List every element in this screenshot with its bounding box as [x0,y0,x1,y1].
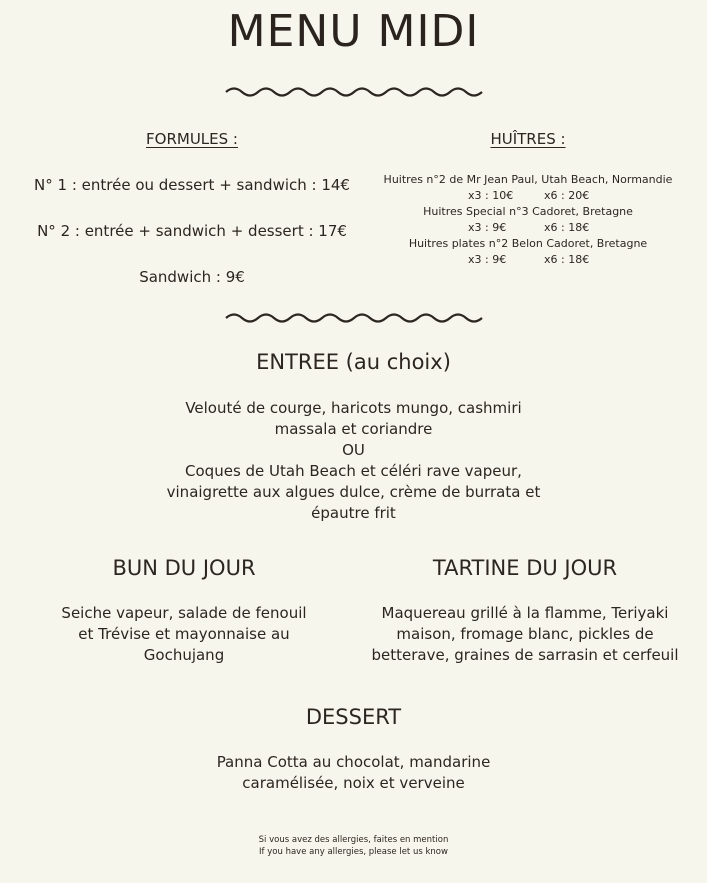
allergy-notice-fr: Si vous avez des allergies, faites en mention [258,835,449,845]
huitres-heading: HUÎTRES : [490,130,566,148]
menu-title: MENU MIDI [227,6,480,57]
allergy-notice [0,834,707,858]
entree-line-1: Velouté de courge, haricots mungo, cashmiri [185,399,522,417]
dessert-description [0,752,707,794]
sandwich-price: Sandwich : 9€ [139,268,245,286]
bun-heading: BUN DU JOUR [112,556,256,580]
oyster-3-x6: x6 : 18€ [544,253,590,266]
oyster-name-2: Huitres Special n°3 Cadoret, Bretagne [423,205,633,218]
bun-line-3: Gochujang [143,646,225,664]
oyster-1-x6: x6 : 20€ [544,189,590,202]
dessert-line-1: Panna Cotta au chocolat, mandarine [216,753,491,771]
oyster-prices-2 [368,220,688,236]
entree-line-6: épautre frit [311,504,396,522]
bun-line-1: Seiche vapeur, salade de fenouil [61,604,307,622]
oyster-prices-3 [368,252,688,268]
dessert-line-2: caramélisée, noix et verveine [242,774,465,792]
entree-heading: ENTREE (au choix) [256,350,451,374]
tartine-line-2: maison, fromage blanc, pickles de [396,625,654,643]
entree-line-5: vinaigrette aux algues dulce, crème de burrata et [166,483,541,501]
tartine-line-1: Maquereau grillé à la flamme, Teriyaki [381,604,669,622]
oyster-name-1: Huitres n°2 de Mr Jean Paul, Utah Beach, Normandie [383,173,673,186]
tartine-description [360,603,690,666]
formules-heading: FORMULES : [146,130,238,148]
tartine-heading: TARTINE DU JOUR [432,556,618,580]
entree-line-2: massala et coriandre [274,420,433,438]
entree-or: OU [342,441,365,459]
wave-divider-top [224,85,484,99]
bun-description [34,603,334,666]
dessert-heading: DESSERT [305,705,402,729]
oyster-prices-1 [368,188,688,204]
oyster-1-x3: x3 : 10€ [468,189,514,202]
oyster-2-x3: x3 : 9€ [468,221,507,234]
oyster-3-x3: x3 : 9€ [468,253,507,266]
entree-line-4: Coques de Utah Beach et céléri rave vapeur, [185,462,522,480]
oyster-2-x6: x6 : 18€ [544,221,590,234]
tartine-line-3: betterave, graines de sarrasin et cerfeuil [371,646,679,664]
oyster-name-3: Huitres plates n°2 Belon Cadoret, Bretagne [408,237,648,250]
wave-divider-middle [224,311,484,325]
formule-1: N° 1 : entrée ou dessert + sandwich : 14€ [34,176,350,194]
formule-2: N° 2 : entrée + sandwich + dessert : 17€ [37,222,347,240]
bun-line-2: et Trévise et mayonnaise au [78,625,290,643]
oyster-list [368,172,688,268]
entree-description [0,398,707,524]
allergy-notice-en: If you have any allergies, please let us know [259,847,448,857]
